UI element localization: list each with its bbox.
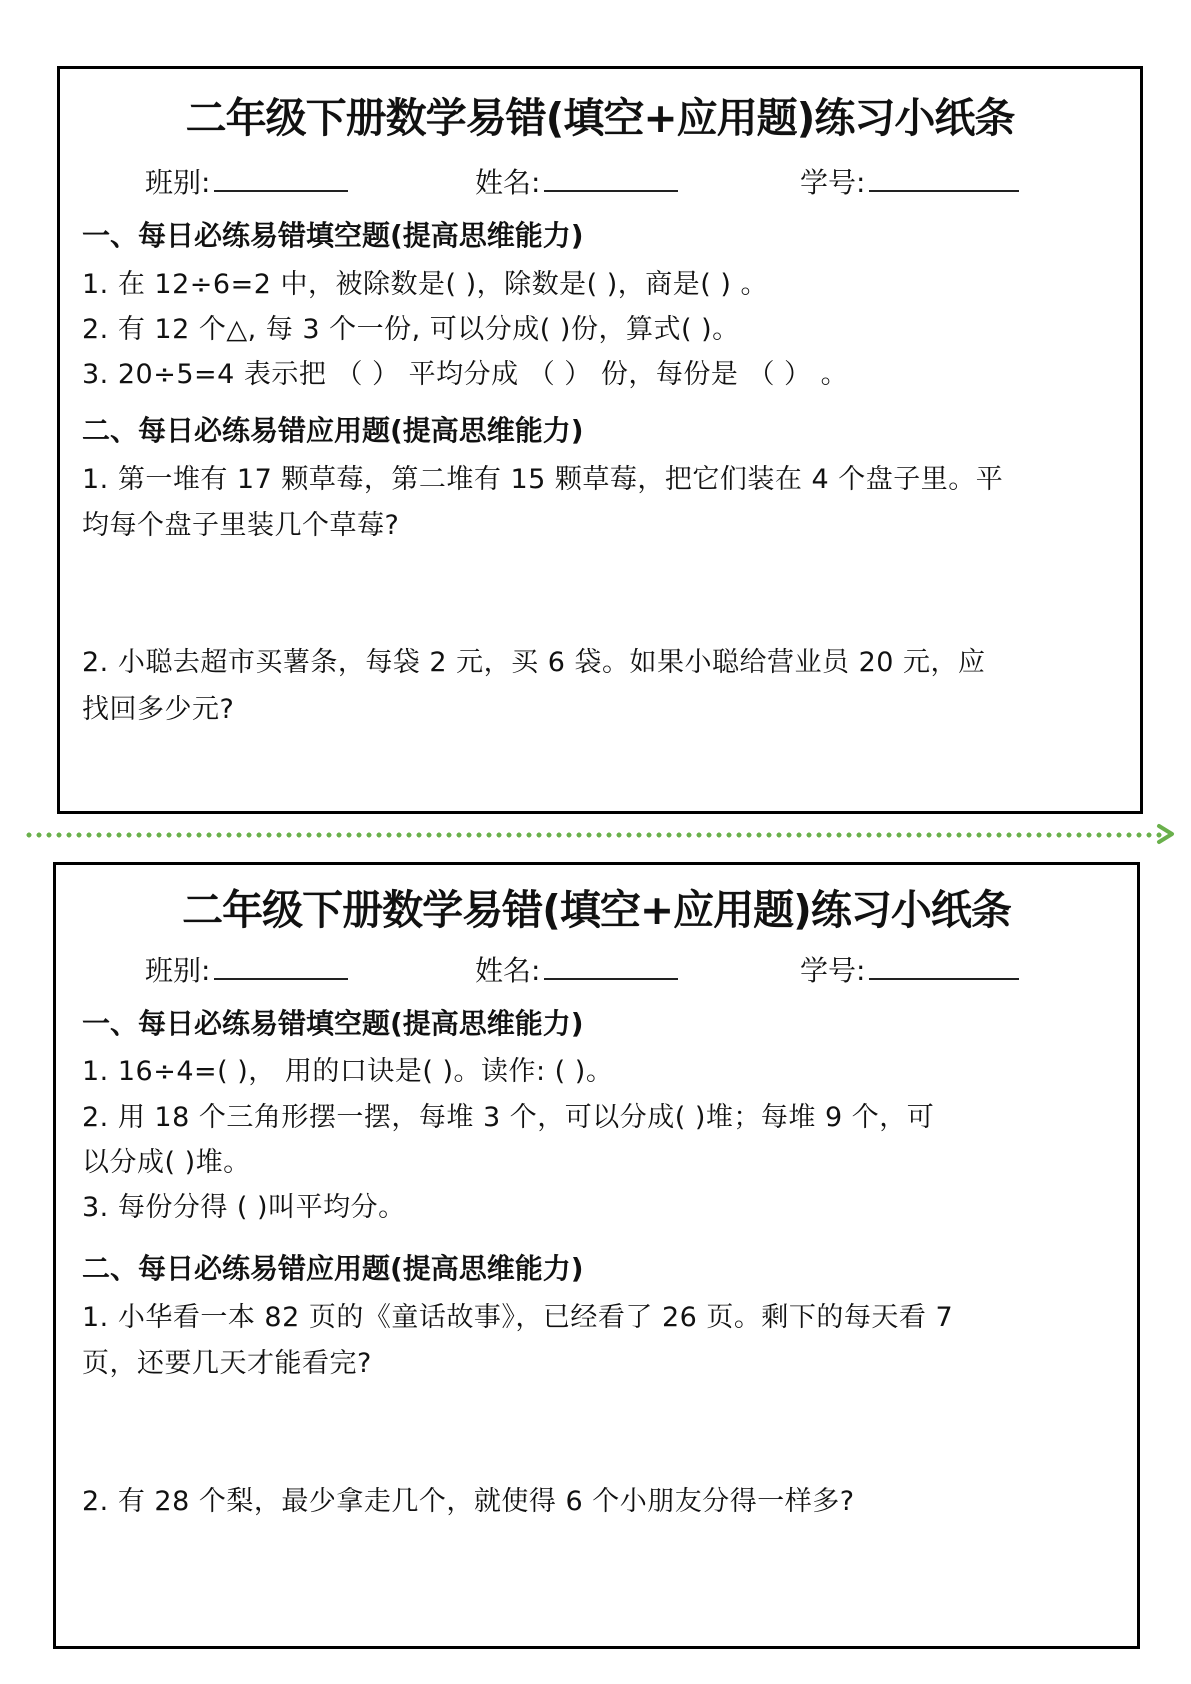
id-blank[interactable]	[869, 956, 1019, 980]
id-blank[interactable]	[869, 168, 1019, 192]
word-problem-2: 2. 有 28 个梨，最少拿走几个，就使得 6 个小朋友分得一样多?	[82, 1486, 855, 1517]
word-problem-2-line-1: 2. 小聪去超市买薯条，每袋 2 元，买 6 袋。如果小聪给营业员 20 元，应	[82, 647, 986, 678]
id-label: 学号:	[800, 954, 866, 987]
word-problem-1-line-1: 1. 小华看一本 82 页的《童话故事》，已经看了 26 页。剩下的每天看 7	[82, 1302, 954, 1333]
fill-question-1: 1. 16÷4=( )， 用的口诀是( )。读作: ( )。	[82, 1056, 614, 1087]
class-field	[145, 949, 348, 989]
name-label: 姓名:	[475, 166, 541, 199]
fill-question-1: 1. 在 12÷6=2 中，被除数是( )，除数是( )，商是( ) 。	[82, 269, 768, 300]
id-label: 学号:	[800, 166, 866, 199]
name-label: 姓名:	[475, 954, 541, 987]
cut-line-dotted	[24, 832, 1164, 838]
fill-question-2-line-1: 2. 用 18 个三角形摆一摆，每堆 3 个，可以分成( )堆；每堆 9 个，可	[82, 1102, 935, 1133]
worksheet-card-2	[53, 862, 1140, 1649]
fill-question-2-line-2: 以分成( )堆。	[82, 1147, 251, 1178]
worksheet-card-1	[57, 66, 1143, 814]
id-field	[800, 161, 1019, 201]
arrow-right-icon	[1156, 823, 1176, 845]
section-heading-fill-blank: 一、每日必练易错填空题(提高思维能力)	[82, 219, 584, 252]
name-field	[475, 161, 678, 201]
worksheet-title: 二年级下册数学易错(填空+应用题)练习小纸条	[185, 94, 1015, 142]
fill-question-3: 3. 20÷5=4 表示把 （ ） 平均分成 （ ） 份，每份是 （ ） 。	[82, 359, 849, 390]
fill-question-3: 3. 每份分得 ( )叫平均分。	[82, 1192, 406, 1223]
word-problem-1-line-1: 1. 第一堆有 17 颗草莓，第二堆有 15 颗草莓，把它们装在 4 个盘子里。平	[82, 464, 1004, 495]
section-heading-word-problems: 二、每日必练易错应用题(提高思维能力)	[82, 1252, 584, 1285]
class-blank[interactable]	[214, 168, 348, 192]
fill-question-2: 2. 有 12 个△, 每 3 个一份, 可以分成( )份，算式( )。	[82, 314, 740, 345]
word-problem-1-line-2: 均每个盘子里装几个草莓?	[82, 510, 400, 541]
class-blank[interactable]	[214, 956, 348, 980]
word-problem-1-line-2: 页，还要几天才能看完?	[82, 1348, 372, 1379]
name-blank[interactable]	[544, 956, 678, 980]
id-field	[800, 949, 1019, 989]
section-heading-fill-blank: 一、每日必练易错填空题(提高思维能力)	[82, 1007, 584, 1040]
section-heading-word-problems: 二、每日必练易错应用题(提高思维能力)	[82, 414, 584, 447]
word-problem-2-line-2: 找回多少元?	[82, 694, 235, 725]
class-label: 班别:	[145, 166, 211, 199]
worksheet-title: 二年级下册数学易错(填空+应用题)练习小纸条	[182, 886, 1011, 934]
name-blank[interactable]	[544, 168, 678, 192]
class-field	[145, 161, 348, 201]
name-field	[475, 949, 678, 989]
class-label: 班别:	[145, 954, 211, 987]
